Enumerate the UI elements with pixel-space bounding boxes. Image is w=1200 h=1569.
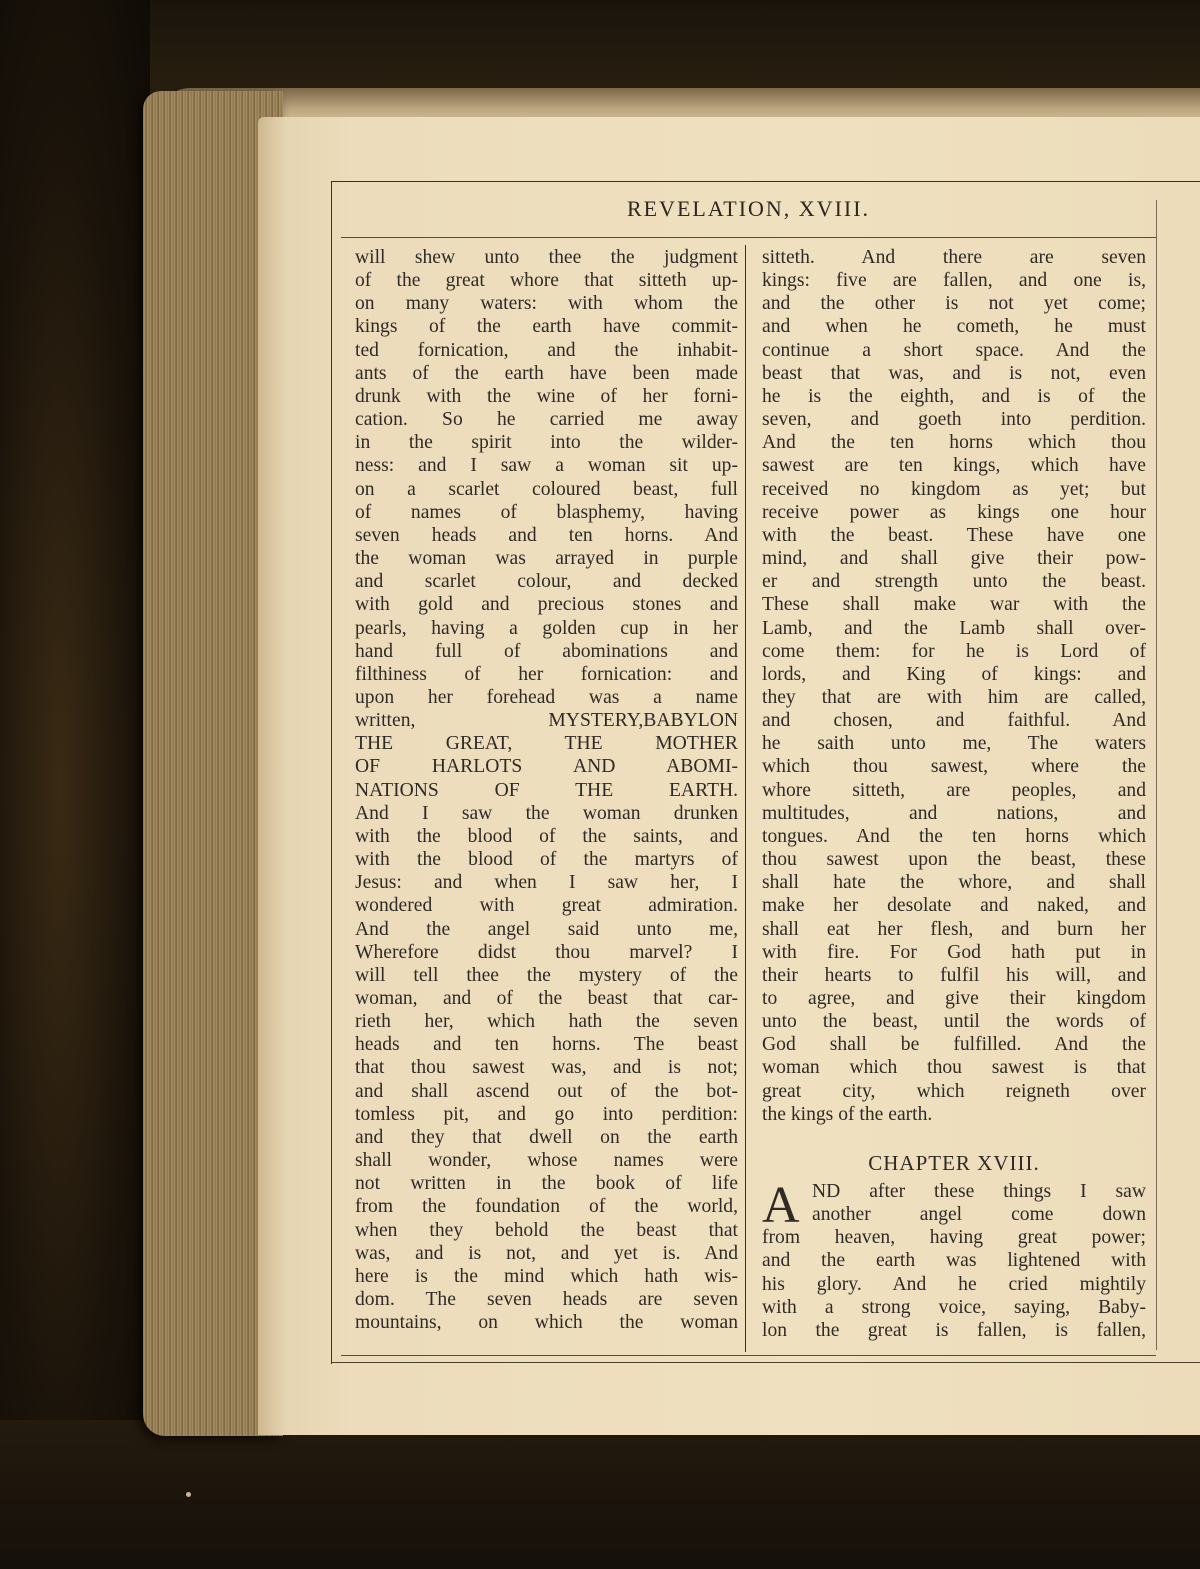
text-line: on many waters: with whom the (355, 293, 738, 315)
text-line: which thou sawest, where the (762, 756, 1146, 778)
text-line: of the great whore that sitteth up- (355, 270, 738, 292)
text-line: their hearts to fulfil his will, and (762, 964, 1146, 986)
chapter-heading: CHAPTER XVIII. (868, 1151, 1040, 1175)
text-line: with the blood of the saints, and (355, 825, 738, 847)
text-line: will tell thee the mystery of the (355, 964, 738, 986)
text-line: he saith unto me, The waters (762, 733, 1146, 755)
text-line: continue a short space. And the (762, 339, 1146, 361)
running-head: REVELATION, XVIII. (626, 196, 871, 221)
header-rule (341, 237, 1156, 238)
text-line: seven heads and ten horns. And (355, 524, 738, 546)
text-line: ND after these things I saw (812, 1181, 1146, 1202)
text-line: These shall make war with the (762, 594, 1146, 616)
text-line: tomless pit, and go into perdition: (355, 1103, 738, 1125)
text-line: lon the great is fallen, is fallen, (762, 1319, 1146, 1341)
text-line: from heaven, having great power; (762, 1227, 1146, 1249)
text-line: ted fornication, and the inhabit- (355, 339, 738, 361)
text-line: the kings of the earth. (762, 1103, 933, 1125)
text-line: from the foundation of the world, (355, 1196, 738, 1218)
text-line: come them: for he is Lord of (762, 640, 1146, 662)
text-line: kings of the earth have commit- (355, 316, 738, 338)
text-line: shall hate the whore, and shall (762, 872, 1146, 894)
text-line: And the ten horns which thou (762, 432, 1146, 454)
text-line: rieth her, which hath the seven (355, 1011, 738, 1033)
text-line: God shall be fulfilled. And the (762, 1034, 1146, 1056)
page-frame-bottom (331, 1362, 1200, 1363)
text-line: on a scarlet coloured beast, full (355, 478, 738, 500)
text-line: mind, and shall give their pow- (762, 548, 1146, 570)
text-line: tongues. And the ten horns which (762, 825, 1146, 847)
background-top (0, 0, 1200, 100)
right-column (762, 246, 1146, 1126)
text-line: er and strength unto the beast. (762, 571, 1146, 593)
text-line: drunk with the wine of her forni- (355, 385, 738, 407)
text-line: received no kingdom as yet; but (762, 478, 1146, 500)
text-line: woman which thou sawest is that (762, 1057, 1146, 1079)
text-line: his glory. And he cried mightily (762, 1273, 1146, 1295)
text-line: will shew unto thee the judgment (355, 247, 738, 268)
right-margin-rule (1156, 200, 1157, 1350)
text-line: and the earth was lightened with (762, 1250, 1146, 1272)
text-line: woman, and of the beast that car- (355, 988, 738, 1009)
text-line: and when he cometh, he must (762, 316, 1146, 338)
text-line: thou sawest upon the beast, these (762, 849, 1146, 871)
text-line: that thou sawest was, and is not; (355, 1057, 738, 1079)
text-line: the woman was arrayed in purple (355, 548, 738, 570)
text-line: with the blood of the martyrs of (355, 849, 738, 871)
text-line: shall eat her flesh, and burn her (762, 918, 1146, 940)
text-line: hand full of abominations and (355, 640, 738, 662)
text-line: with the beast. These have one (762, 524, 1146, 546)
text-line: upon her forehead was a name (355, 686, 738, 708)
text-line: he is the eighth, and is of the (762, 385, 1146, 407)
text-line: shall wonder, whose names were (355, 1150, 738, 1172)
text-line: And the angel said unto me, (355, 918, 738, 940)
text-line: in the spirit into the wilder- (355, 432, 738, 454)
text-line: beast that was, and is not, even (762, 362, 1146, 384)
text-line: pearls, having a golden cup in her (355, 617, 738, 639)
text-line: ants of the earth have been made (355, 362, 738, 384)
text-line: heads and ten horns. The beast (355, 1034, 738, 1056)
text-line: seven, and goeth into perdition. (762, 409, 1146, 431)
text-line: here is the mind which hath wis- (355, 1265, 738, 1287)
text-line: they that are with him are called, (762, 686, 1146, 708)
text-line: multitudes, and nations, and (762, 802, 1146, 824)
text-line: to agree, and give their kingdom (762, 988, 1146, 1009)
text-line: sawest are ten kings, which have (762, 455, 1146, 477)
text-line: ness: and I saw a woman sit up- (355, 455, 738, 477)
drop-cap: A (762, 1177, 800, 1234)
text-line: and shall ascend out of the bot- (355, 1080, 738, 1102)
text-line: OF HARLOTS AND ABOMI- (355, 756, 738, 778)
text-line: cation. So he carried me away (355, 409, 738, 431)
left-column (355, 246, 738, 1334)
text-line: lords, and King of kings: and (762, 663, 1146, 685)
column-divider (745, 245, 746, 1352)
text-line: written, MYSTERY,BABYLON (355, 710, 738, 732)
text-line: was, and is not, and yet is. And (355, 1242, 738, 1264)
dust-speck (186, 1492, 191, 1497)
text-line: and chosen, and faithful. And (762, 710, 1146, 732)
bottom-rule (341, 1355, 1156, 1356)
text-line: with gold and precious stones and (355, 594, 738, 616)
text-line: when they behold the beast that (355, 1219, 738, 1241)
text-line: mountains, on which the woman (355, 1312, 738, 1334)
text-line: and the other is not yet come; (762, 293, 1146, 315)
chapter-text (762, 1177, 1146, 1342)
text-line: And I saw the woman drunken (355, 802, 738, 824)
text-line: Jesus: and when I saw her, I (355, 872, 738, 894)
text-line: with fire. For God hath put in (762, 941, 1146, 963)
text-line: and scarlet colour, and decked (355, 571, 738, 593)
text-line: not written in the book of life (355, 1173, 738, 1195)
text-line: make her desolate and naked, and (762, 895, 1146, 917)
text-line: wondered with great admiration. (355, 895, 738, 917)
text-line: kings: five are fallen, and one is, (762, 270, 1146, 292)
text-line: and they that dwell on the earth (355, 1126, 738, 1148)
text-line: sitteth. And there are seven (762, 247, 1146, 268)
text-line: Lamb, and the Lamb shall over- (762, 617, 1146, 639)
text-line: NATIONS OF THE EARTH. (355, 779, 738, 801)
text-line: great city, which reigneth over (762, 1080, 1146, 1102)
text-line: THE GREAT, THE MOTHER (355, 733, 738, 755)
text-line: unto the beast, until the words of (762, 1011, 1146, 1033)
text-line: dom. The seven heads are seven (355, 1289, 738, 1311)
text-line: with a strong voice, saying, Baby- (762, 1296, 1146, 1318)
text-line: of names of blasphemy, having (355, 501, 738, 523)
text-line: receive power as kings one hour (762, 501, 1146, 523)
text-line: filthiness of her fornication: and (355, 663, 738, 685)
text-line: another angel come down (812, 1204, 1146, 1226)
background-left (0, 0, 150, 1569)
background-bottom (0, 1420, 1200, 1569)
text-line: whore sitteth, are peoples, and (762, 779, 1146, 801)
text-line: Wherefore didst thou marvel? I (355, 941, 738, 963)
